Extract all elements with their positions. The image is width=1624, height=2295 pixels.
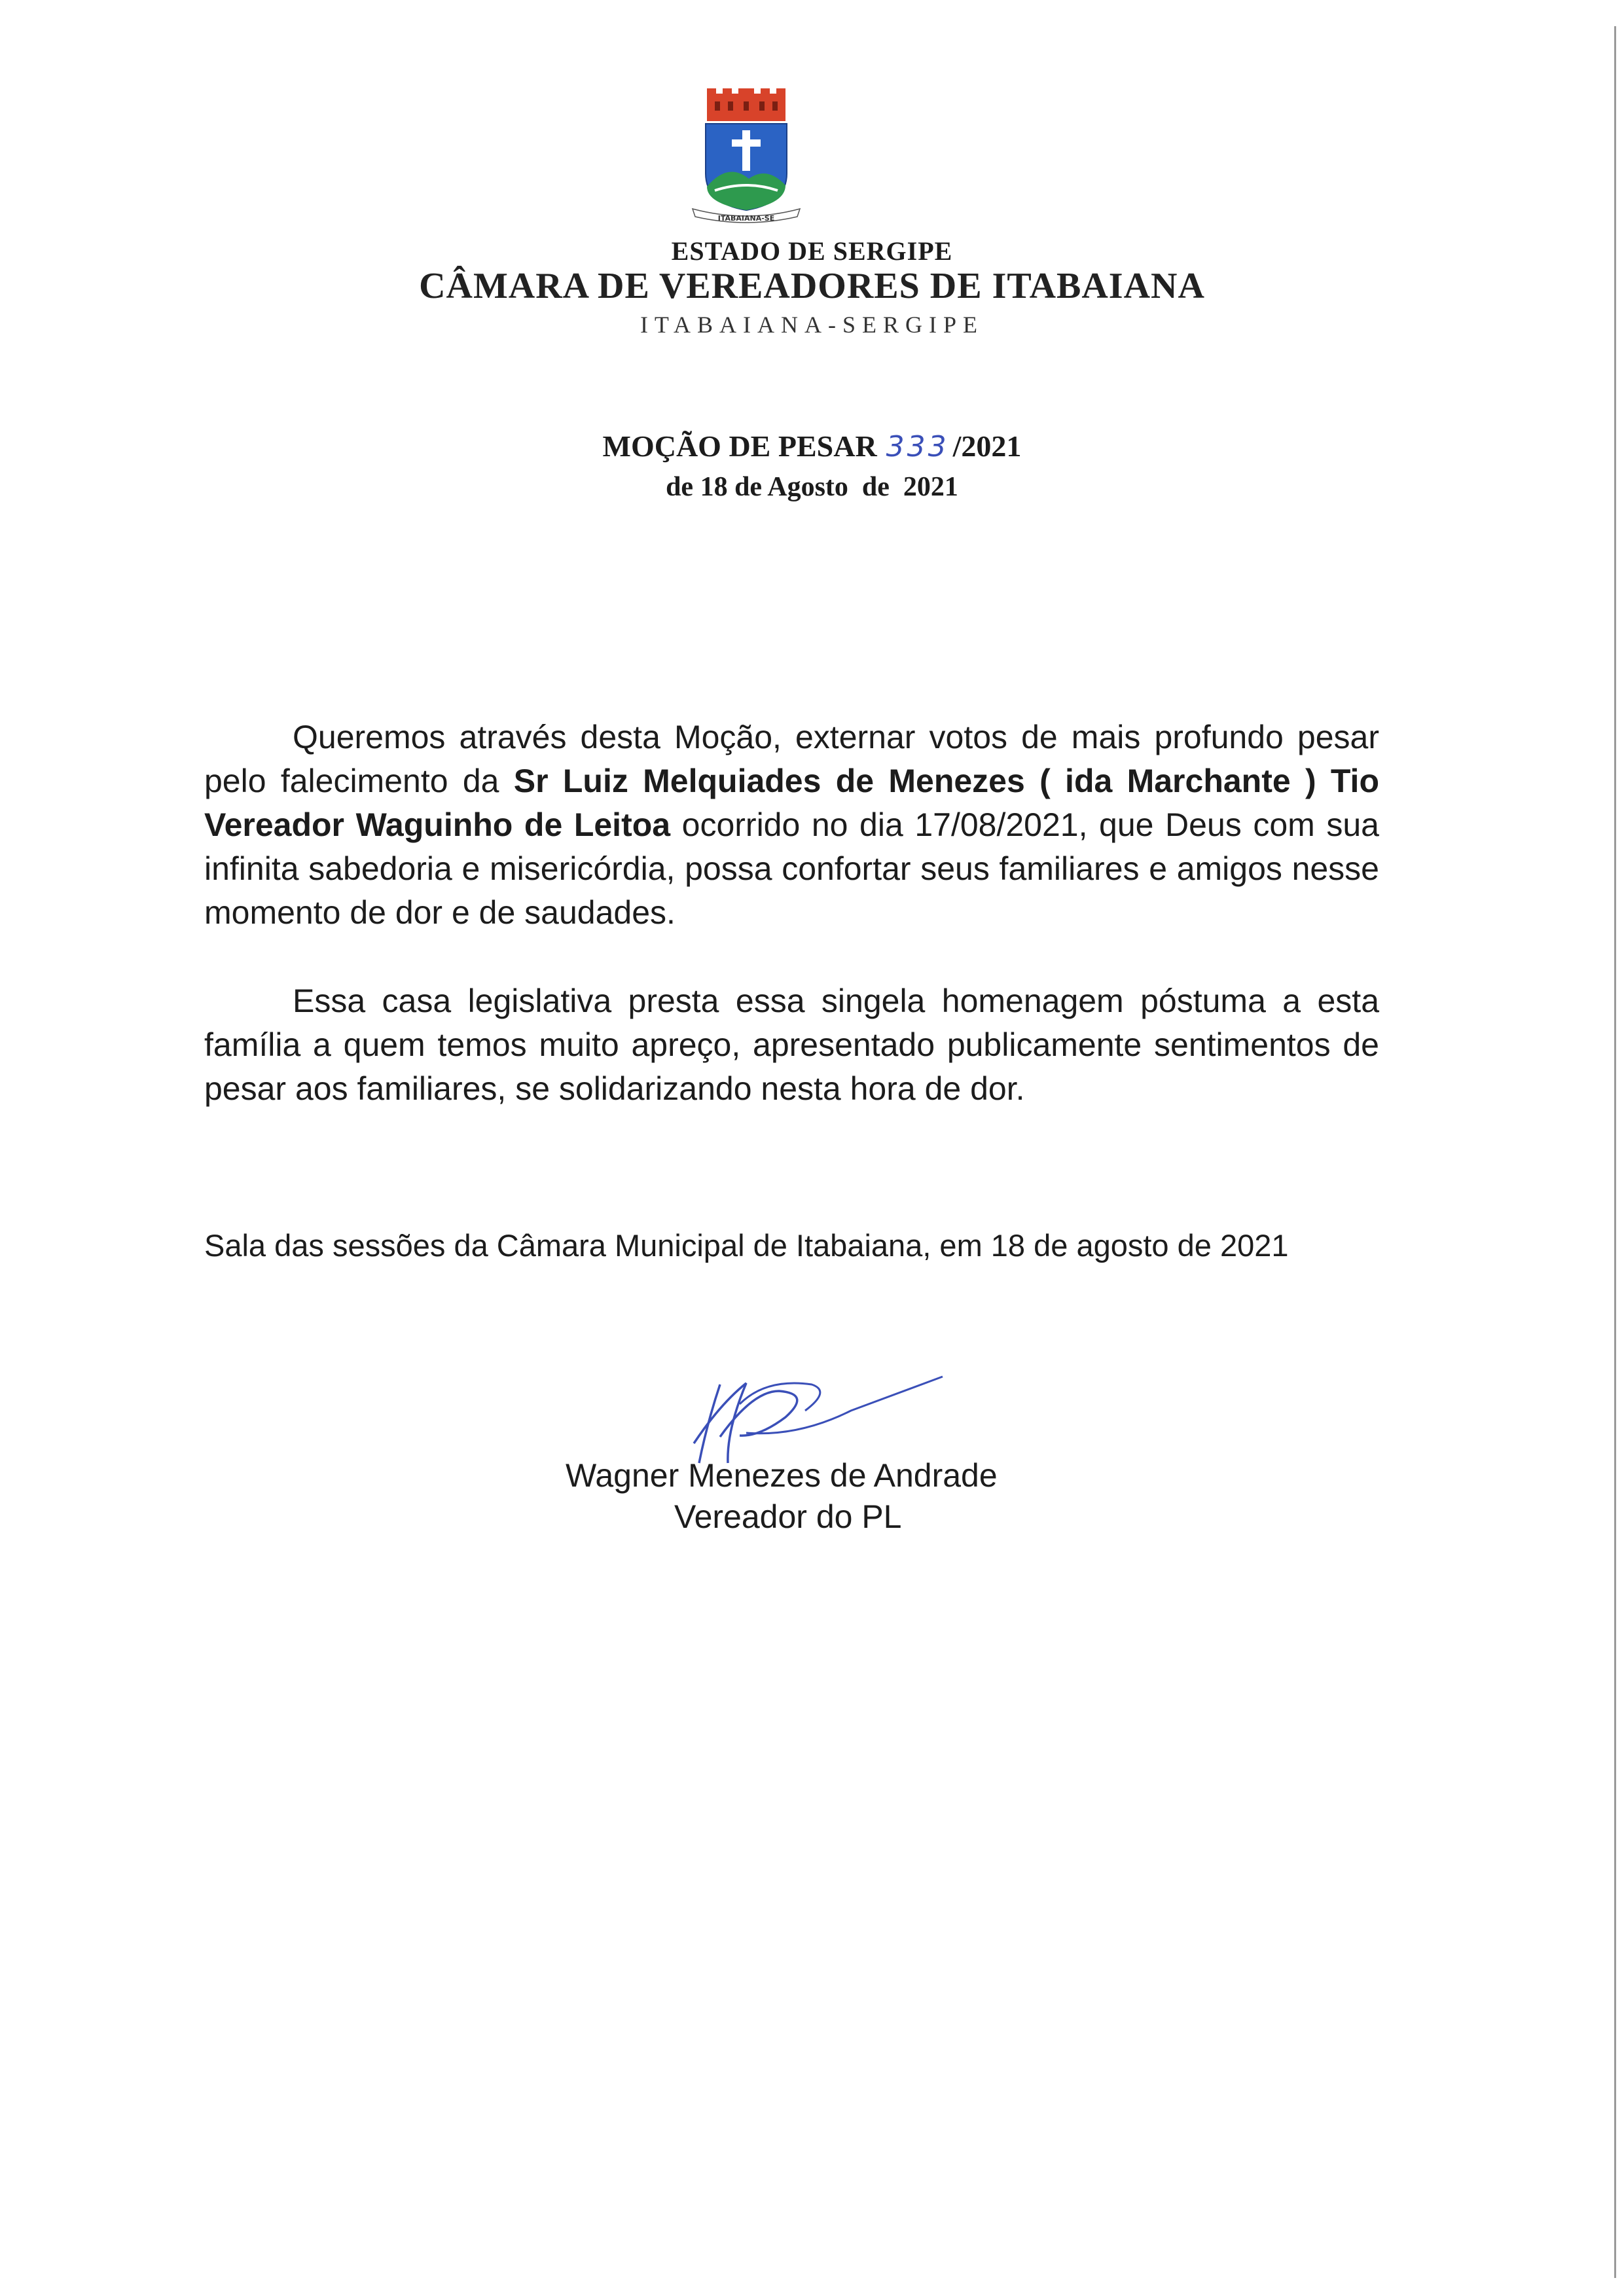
mocao-year: /2021 bbox=[952, 429, 1022, 463]
signature-icon bbox=[681, 1365, 956, 1470]
crest-hill bbox=[707, 172, 785, 210]
mocao-handwritten-number: 333 bbox=[886, 430, 949, 463]
mocao-title bbox=[0, 429, 1624, 463]
mocao-date: de 18 de Agosto de 2021 bbox=[666, 472, 958, 502]
body-paragraph-1 bbox=[204, 715, 1379, 935]
header-estado: ESTADO DE SERGIPE bbox=[671, 236, 953, 266]
sala-closing-line: Sala das sessões da Câmara Municipal de Itabaiana, em 18 de agosto de 2021 bbox=[204, 1228, 1289, 1263]
header-camara: CÂMARA DE VEREADORES DE ITABAIANA bbox=[419, 266, 1205, 306]
mocao-label: MOÇÃO DE PESAR bbox=[602, 429, 877, 463]
municipal-crest bbox=[689, 88, 804, 226]
signer-role: Vereador do PL bbox=[674, 1498, 902, 1535]
p1-end: ocorrido no dia 17/08/2021, que Deus com sua infinita sabedoria e misericórdia, possa confortar seus familiares e amigos nesse momento de dor e de saudades. bbox=[204, 806, 1379, 931]
page-edge-line bbox=[1614, 26, 1616, 2278]
crest-icon bbox=[689, 88, 804, 226]
crest-cross bbox=[742, 130, 750, 171]
p1-start: Queremos através desta Moção, externar votos de mais profundo pesar pelo falecimento da bbox=[204, 719, 1379, 799]
p1-bold-name: Sr Luiz Melquiades de Menezes ( ida Marchante ) Tio Vereador Waguinho de Leitoa bbox=[204, 763, 1379, 843]
signature bbox=[681, 1365, 956, 1470]
crest-banner-text: ITABAIANA-SE bbox=[717, 214, 775, 223]
p2-text: Essa casa legislativa presta essa singela homenagem póstuma a esta família a quem temos muito apreço, apresentado publicamente sentimentos de pesar aos familiares, se solidarizando nesta hora de dor. bbox=[204, 983, 1379, 1107]
signer-name: Wagner Menezes de Andrade bbox=[566, 1457, 998, 1494]
header-cidade: ITABAIANA-SERGIPE bbox=[640, 312, 984, 338]
body-paragraph-2 bbox=[204, 979, 1379, 1111]
